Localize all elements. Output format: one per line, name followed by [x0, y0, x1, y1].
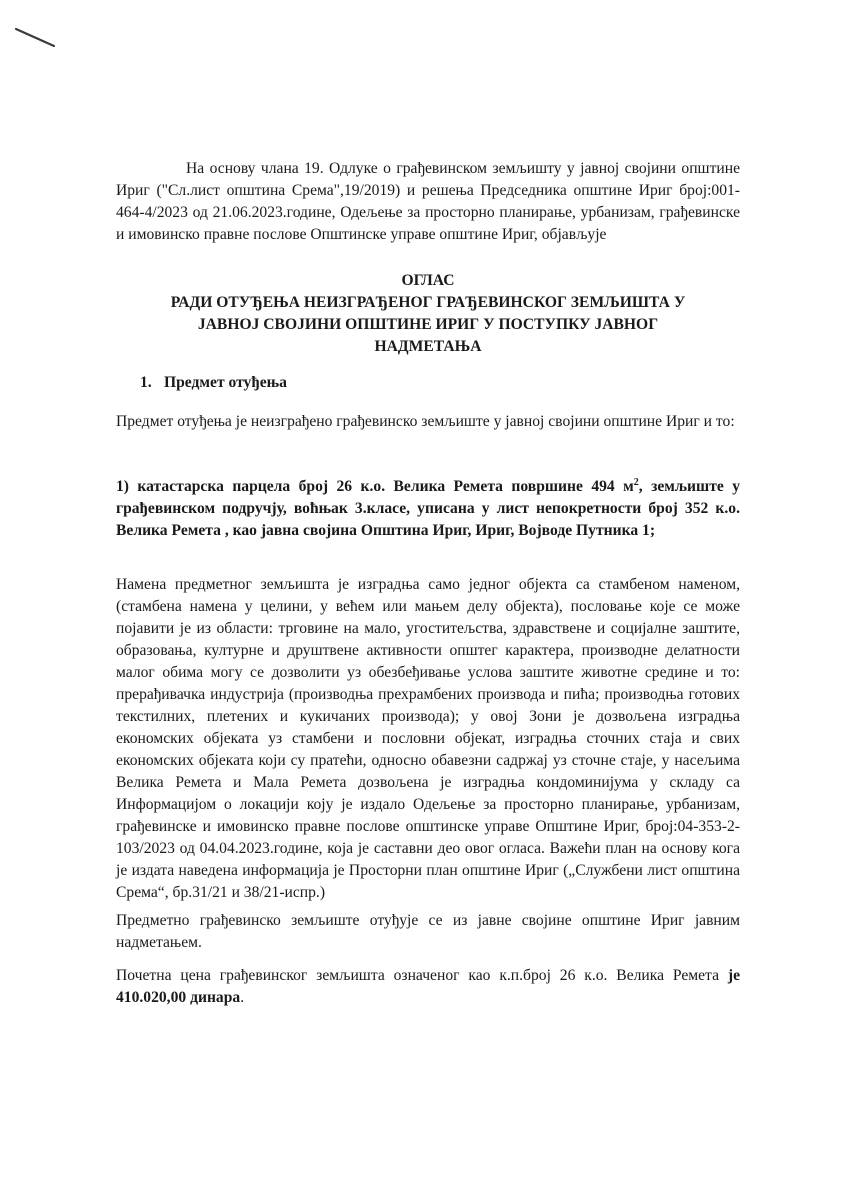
- price-text: Почетна цена грађевинског земљишта означеног као к.п.број 26 к.о. Велика Ремета: [116, 967, 728, 984]
- price-paragraph: [116, 965, 740, 1009]
- document-title: [116, 270, 740, 358]
- parcel-text-part2: , земљиште у грађевинском подручју, воћњак 3.класе, уписана у лист непокретности број 352 к.о. Велика Ремета , као јавна својина Општина Ириг, Ириг, Војводе Путника 1;: [116, 478, 740, 539]
- section-number: 1.: [140, 374, 152, 391]
- parcel-text-part1: 1) катастарска парцела број 26 к.о. Велика Ремета површине 494 м: [116, 478, 634, 495]
- parcel-superscript: 2: [633, 476, 639, 488]
- title-line-1: ОГЛАС: [401, 272, 455, 289]
- subject-paragraph: Предмет отуђења је неизграђено грађевинско земљиште у јавној својини општине Ириг и то:: [116, 413, 735, 430]
- price-end: .: [240, 989, 245, 1006]
- intro-paragraph: На основу члана 19. Одлуке о грађевинском земљишту у јавној својини општине Ириг ("Сл.лист општина Срема",19/2019) и решења Председника општине Ириг број:001-464-4/2023 од 21.06.2023.године, Одељење за просторно планирање, урбанизам, грађевинске и имовинско правне послове Општинске управе општине Ириг, објављује: [116, 160, 740, 243]
- pen-mark-icon: [14, 26, 58, 48]
- section-title: Предмет отуђења: [164, 374, 287, 391]
- alienation-paragraph: Предметно грађевинско земљиште отуђује се из јавне својине општине Ириг јавним надметањем.: [116, 912, 740, 951]
- parcel-paragraph: [116, 476, 740, 542]
- title-line-3: ЈАВНОЈ СВОЈИНИ ОПШТИНЕ ИРИГ У ПОСТУПКУ ЈАВНОГ: [197, 316, 659, 333]
- price-amount: је 410.020,00 динара: [116, 967, 740, 1006]
- title-line-4: НАДМЕТАЊА: [374, 338, 482, 355]
- section-heading: [140, 372, 287, 394]
- purpose-paragraph: Намена предметног земљишта је изградња само једног објекта са стамбеном наменом, (стамбена намена у целини, у већем или мањем делу објекта), пословање које се може појавити је из области: трговине на мало, угоститељства, здравствене и социјалне заштите, образовања, културне и друштвене активности општег карактера, производне делатности малог обима могу се дозволити уз обезбеђивање услова заштите животне средине и то: прерађивачка индустрија (производња прехрамбених производа и пића; производња готових текстилних, плетених и кукичаних производа); у овој Зони је дозвољена изградња економских објеката уз стамбени и пословни објекат, изградња сточних стаја и свих економских објеката који су пратећи, односно обавезни садржај уз сточне стаје, у насељима Велика Ремета и Мала Ремета дозвољена је изградња кондоминијума у складу са Информацијом о локацији коју је издало Одељење за просторно планирање, урбанизам, грађевинске и имовинско правне послове општинске управе Општине Ириг, број:04-353-2-103/2023 од 04.04.2023.године, која је саставни део овог огласа. Важећи план на основу кога је издата наведена информација је Просторни план општине Ириг („Службени лист општина Срема“, бр.31/21 и 38/21-испр.): [116, 576, 740, 901]
- title-line-2: РАДИ ОТУЂЕЊА НЕИЗГРАЂЕНОГ ГРАЂЕВИНСКОГ ЗЕМЉИШТА У: [170, 294, 686, 311]
